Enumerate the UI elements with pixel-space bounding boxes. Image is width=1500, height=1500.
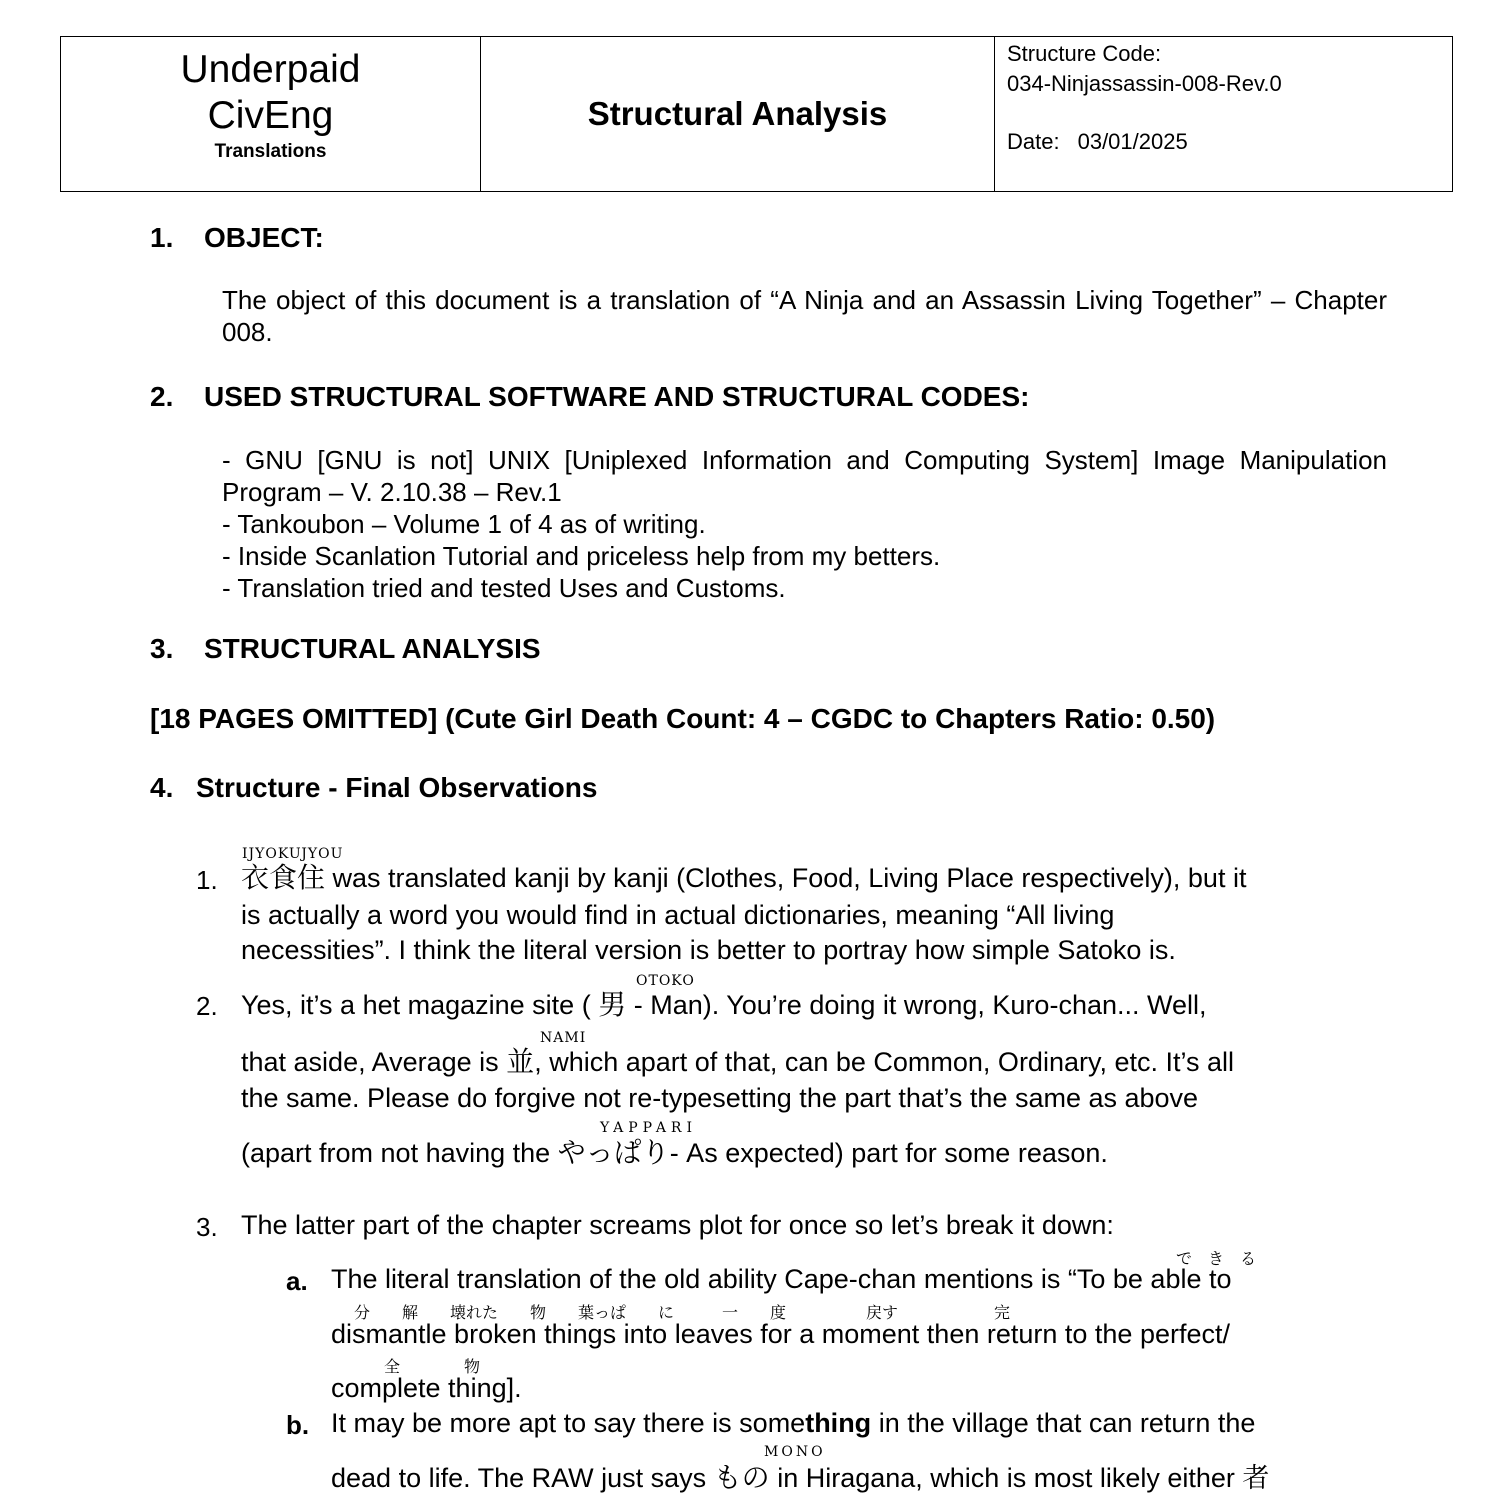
furigana-yappari: YAPPARI <box>600 1120 698 1136</box>
observation-2-line-3: the same. Please do forgive not re-typesetting the part that’s the same as above <box>241 1083 1199 1113</box>
furigana-row-3: 全 物 <box>384 1357 481 1376</box>
observation-number: 1. <box>196 865 218 895</box>
observation-number: 2. <box>196 991 218 1021</box>
brand-cell <box>61 37 481 191</box>
furigana-ijyokujyou: IJYOKUJYOU <box>242 846 344 862</box>
kana-yappari: やっぱり <box>557 1136 670 1169</box>
section-number: 4. <box>150 772 174 803</box>
text-run: (apart from not having the <box>241 1138 558 1168</box>
sub-b-line-2 <box>331 1460 1269 1496</box>
observation-2-line-4 <box>241 1135 1108 1171</box>
date-value: 03/01/2025 <box>1077 129 1188 154</box>
structure-code-value: 034-Ninjassassin-008-Rev.0 <box>1007 71 1282 96</box>
observation-1-line-1 <box>241 860 1246 896</box>
brand-line-2: CivEng <box>207 94 334 137</box>
section-number: 3. <box>150 633 174 664</box>
sub-item-label: b. <box>286 1410 310 1440</box>
header-table <box>60 36 1453 192</box>
observation-3-intro: The latter part of the chapter screams plot for once so let’s break it down: <box>241 1210 1114 1240</box>
document-title: Structural Analysis <box>587 95 888 132</box>
bold-word: thing <box>805 1408 872 1438</box>
observation-2-line-2 <box>241 1044 1234 1080</box>
kanji-ijyokujyou: 衣食住 <box>241 861 326 894</box>
sub-b-line-1 <box>331 1406 1255 1441</box>
omitted-pages-note: [18 PAGES OMITTED] (Cute Girl Death Count: 4 – CGDC to Chapters Ratio: 0.50) <box>150 703 1216 734</box>
text-run: It may be more apt to say there is some <box>331 1408 806 1438</box>
furigana-row-2: 分 解 壊れた 物 葉っぱ に 一 度 戻す 完 <box>354 1303 1011 1322</box>
section-heading-final <box>150 772 597 804</box>
text-run: in Hiragana, which is most likely either 者 <box>769 1463 1270 1493</box>
date-row <box>1007 127 1442 157</box>
sub-a-line-3: complete thing]. <box>331 1373 522 1403</box>
observation-number: 3. <box>196 1212 218 1242</box>
section-heading-object <box>150 222 324 254</box>
section-title: STRUCTURAL ANALYSIS <box>204 633 541 664</box>
list-item: - Tankoubon – Volume 1 of 4 as of writing. <box>222 509 706 539</box>
kanji-otoko: 男 <box>598 988 627 1021</box>
brand-subtitle: Translations <box>214 141 327 162</box>
structure-code-label: Structure Code: <box>1007 41 1162 66</box>
furigana-otoko: OTOKO <box>636 973 695 989</box>
brand-line-1: Underpaid <box>180 48 361 91</box>
list-item: - Translation tried and tested Uses and Customs. <box>222 573 786 603</box>
software-list <box>222 444 1387 604</box>
section-title: USED STRUCTURAL SOFTWARE AND STRUCTURAL CODES: <box>204 381 1030 412</box>
sub-a-line-2: dismantle broken things into leaves for a moment then return to the perfect/ <box>331 1319 1230 1349</box>
observation-2-line-1 <box>241 987 1207 1023</box>
kana-mono: もの <box>713 1461 770 1494</box>
text-run: Yes, it’s a het magazine site ( <box>241 990 599 1020</box>
list-item: - Inside Scanlation Tutorial and priceless help from my betters. <box>222 541 941 571</box>
furigana-mono: MONO <box>764 1444 826 1460</box>
text-run: - Man). You’re doing it wrong, Kuro-chan... Well, <box>626 990 1207 1020</box>
kanji-nami: 並 <box>506 1045 535 1078</box>
text-run: - As expected) part for some reason. <box>669 1138 1108 1168</box>
section-number: 2. <box>150 381 174 412</box>
sub-item-label: a. <box>286 1266 308 1296</box>
sub-a-line-1: The literal translation of the old ability Cape-chan mentions is “To be able to <box>331 1264 1232 1294</box>
text-run: in the village that can return the <box>871 1408 1256 1438</box>
furigana-nami: NAMI <box>540 1030 587 1046</box>
observation-1-line-3: necessities”. I think the literal version is better to portray how simple Satoko is. <box>241 935 1176 965</box>
observation-1-text: was translated kanji by kanji (Clothes, Food, Living Place respectively), but it <box>325 863 1247 893</box>
object-paragraph: The object of this document is a translation of “A Ninja and an Assassin Living Together” – Chapter 008. <box>222 285 1387 347</box>
section-title: OBJECT: <box>204 222 324 253</box>
date-label: Date: <box>1007 129 1060 154</box>
section-title: Structure - Final Observations <box>196 772 598 803</box>
title-cell <box>481 37 995 191</box>
text-run: dead to life. The RAW just says <box>331 1463 714 1493</box>
furigana-dekiru: で き る <box>1176 1249 1257 1268</box>
observation-1-line-2: is actually a word you would find in actual dictionaries, meaning “All living <box>241 900 1115 930</box>
meta-cell <box>995 37 1452 191</box>
text-run: , which apart of that, can be Common, Ordinary, etc. It’s all <box>534 1047 1235 1077</box>
list-item: - GNU [GNU is not] UNIX [Uniplexed Information and Computing System] Image Manipulation Program – V. 2.10.38 – Rev.1 <box>222 445 1387 507</box>
section-number: 1. <box>150 222 174 253</box>
section-heading-software <box>150 381 1029 413</box>
section-heading-analysis <box>150 633 541 665</box>
text-run: that aside, Average is <box>241 1047 507 1077</box>
